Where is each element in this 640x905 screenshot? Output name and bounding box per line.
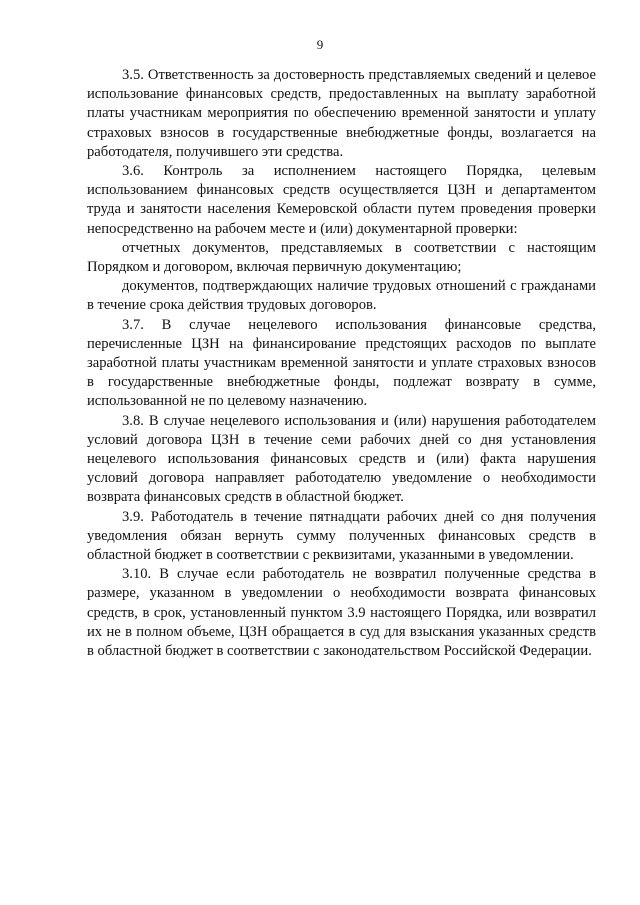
paragraph-3-6-item-reports: отчетных документов, представляемых в соответствии с настоящим Порядком и договором, включая первичную документацию;: [87, 239, 596, 276]
paragraph-3-7: 3.7. В случае нецелевого использования финансовые средства, перечисленные ЦЗН на финансирование предстоящих расходов по выплате заработной платы участникам временной занятости и уплате страховых взносов в государственные внебюджетные фонды, подлежат возврату в сумме, использованной не по целевому назначению.: [87, 316, 596, 410]
page-number: 9: [316, 37, 324, 52]
paragraph-3-5: 3.5. Ответственность за достоверность представляемых сведений и целевое использование финансовых средств, предоставленных на выплату заработной платы участникам мероприятия по обеспечению временной занятости и уплату страховых взносов в государственные внебюджетные фонды, возлагается на работодателя, получившего эти средства.: [87, 67, 596, 160]
paragraph-3-9: 3.9. Работодатель в течение пятнадцати рабочих дней со дня получения уведомления обязан вернуть сумму полученных финансовых средств в областной бюджет в соответствии с реквизитами, указанными в уведомлении.: [87, 508, 596, 564]
paragraph-3-6-item-documents: документов, подтверждающих наличие трудовых отношений с гражданами в течение срока действия трудовых договоров.: [87, 278, 596, 314]
paragraph-3-6: 3.6. Контроль за исполнением настоящего Порядка, целевым использованием финансовых средств осуществляется ЦЗН и департаментом труда и занятости населения Кемеровской области путем проведения проверки непосредственно на рабочем месте и (или) документарной проверки:: [87, 163, 596, 237]
document-body: [87, 66, 596, 661]
paragraph-3-10: 3.10. В случае если работодатель не возвратил полученные средства в размере, указанном в уведомлении о необходимости возврата финансовых средств, в срок, установленный пунктом 3.9 настоящего Порядка, или возвратил их не в полном объеме, ЦЗН обращается в суд для взыскания указанных средств в областной бюджет в соответствии с законодательством Российской Федерации.: [87, 566, 596, 660]
paragraph-3-8: 3.8. В случае нецелевого использования и (или) нарушения работодателем условий договора ЦЗН в течение семи рабочих дней со дня установления нецелевого использования финансовых средств и (или) факта нарушения условий договора направляет работодателю уведомление о необходимости возврата финансовых средств в областной бюджет.: [87, 412, 596, 506]
